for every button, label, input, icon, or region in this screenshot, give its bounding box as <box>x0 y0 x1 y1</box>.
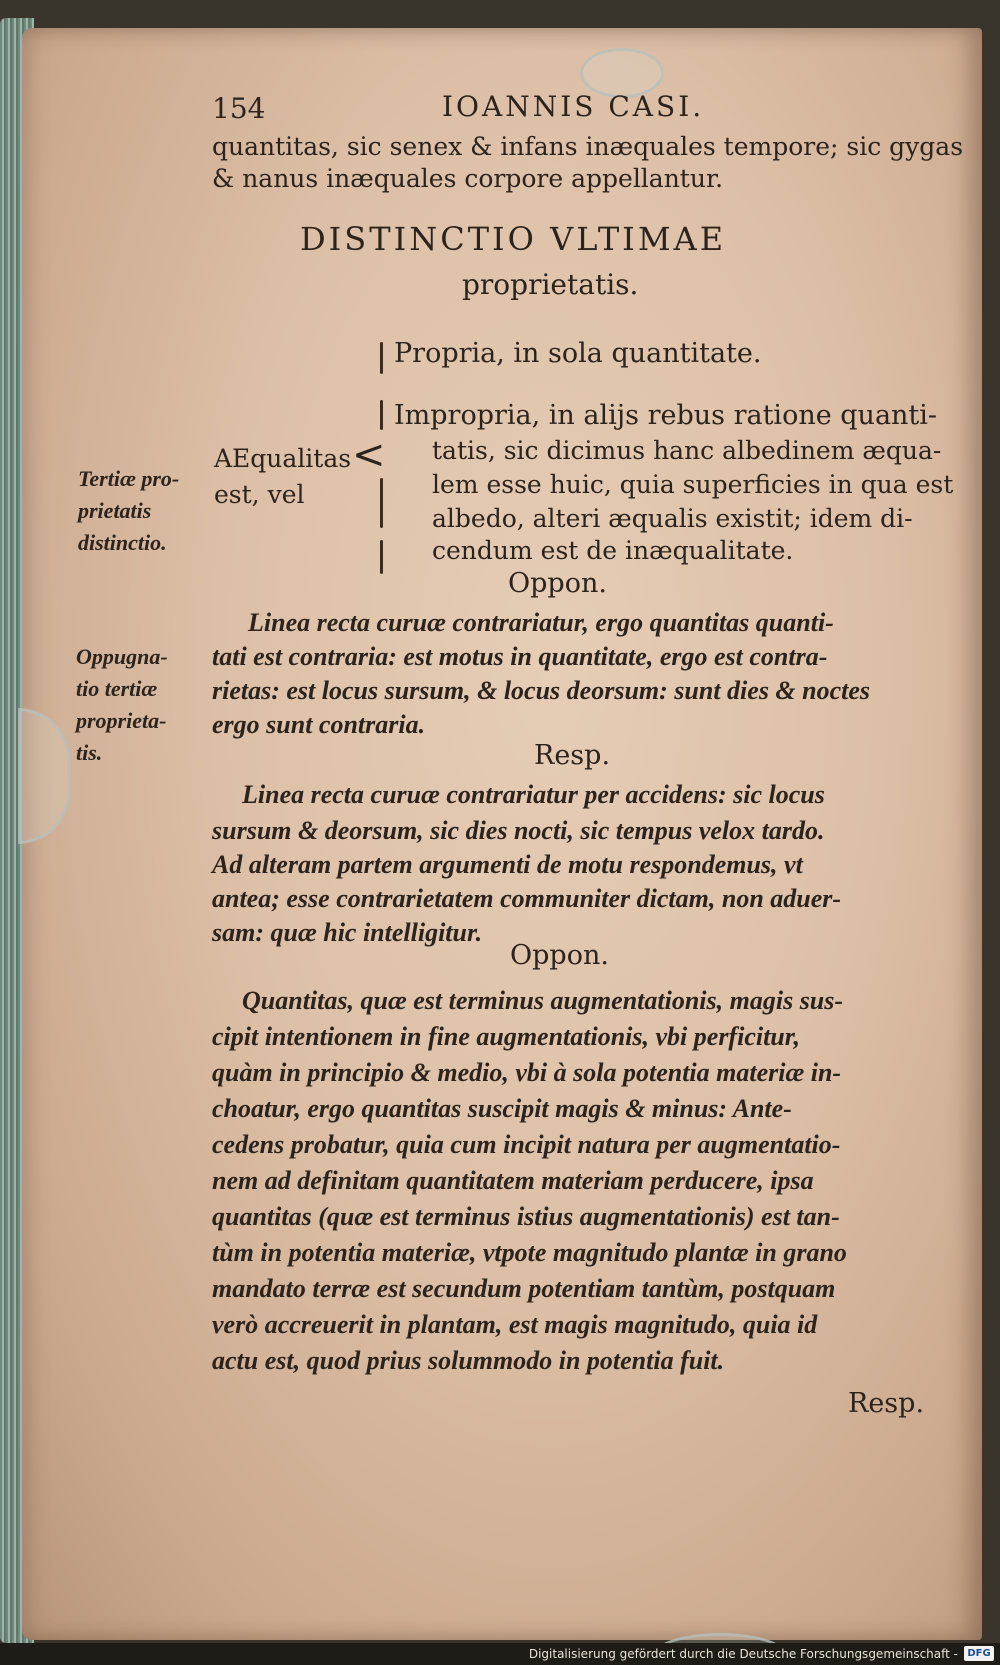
paragraph-line: Linea recta curuæ contrariatur, ergo quantitas quanti- <box>248 608 834 637</box>
book-page <box>22 28 982 1640</box>
paragraph-line: sam: quæ hic intelligitur. <box>212 918 483 947</box>
distinction-impropria-line: cendum est de inæqualitate. <box>432 536 794 565</box>
paragraph-line: tati est contraria: est motus in quantitate, ergo est contra- <box>212 642 828 671</box>
paragraph-line: nem ad definitam quantitatem materiam perducere, ipsa <box>212 1166 814 1195</box>
distinction-lead: est, vel <box>214 480 305 509</box>
dfg-logo-icon: DFG <box>964 1646 994 1661</box>
paragraph-line: tùm in potentia materiæ, vtpote magnitudo plantæ in grano <box>212 1238 847 1267</box>
heading-resp: Resp. <box>534 740 611 771</box>
paragraph-line: antea; esse contrarietatem communiter dictam, non aduer- <box>212 884 842 913</box>
glass-clip-left <box>18 708 70 844</box>
section-title-line1: DISTINCTIO VLTIMAE <box>300 220 727 258</box>
margin-note-line: tio tertiæ <box>76 676 158 701</box>
margin-note-line: tis. <box>76 740 103 765</box>
digitization-footer <box>0 1643 1000 1665</box>
paragraph-line: Quantitas, quæ est terminus augmentationis, magis sus- <box>242 986 844 1015</box>
margin-note-line: proprieta- <box>76 708 167 733</box>
margin-note-line: distinctio. <box>78 530 167 555</box>
footer-credit: Digitalisierung gefördert durch die Deutsche Forschungsgemeinschaft - <box>528 1647 958 1661</box>
heading-oppon: Oppon. <box>510 940 609 971</box>
brace-segment <box>380 400 383 430</box>
heading-oppon: Oppon. <box>508 568 607 599</box>
distinction-impropria-line: albedo, alteri æqualis existit; idem di- <box>432 504 913 533</box>
paragraph-line: quantitas (quæ est terminus istius augmentationis) est tan- <box>212 1202 840 1231</box>
paragraph-line: cedens probatur, quia cum incipit natura per augmentatio- <box>212 1130 841 1159</box>
paragraph-line: Ad alteram partem argumenti de motu respondemus, vt <box>212 850 803 879</box>
paragraph-line: ergo sunt contraria. <box>212 710 426 739</box>
distinction-impropria-line: lem esse huic, quia superficies in qua est <box>432 470 954 499</box>
distinction-impropria-line: tatis, sic dicimus hanc albedinem æqua- <box>432 436 942 465</box>
margin-note-line: prietatis <box>78 498 152 523</box>
paragraph-line: mandato terræ est secundum potentiam tantùm, postquam <box>212 1274 836 1303</box>
margin-note-line: Tertiæ pro- <box>78 466 180 491</box>
paragraph-line: sursum & deorsum, sic dies nocti, sic tempus velox tardo. <box>212 816 825 845</box>
paragraph-line: quàm in principio & medio, vbi à sola potentia materiæ in- <box>212 1058 842 1087</box>
margin-note-line: Oppugna- <box>76 644 168 669</box>
paragraph-line: choatur, ergo quantitas suscipit magis & minus: Ante- <box>212 1094 792 1123</box>
brace-segment <box>380 342 383 374</box>
running-head: IOANNIS CASI. <box>442 90 705 123</box>
paragraph-line: actu est, quod prius solummodo in potentia fuit. <box>212 1346 725 1375</box>
brace-segment <box>380 478 383 528</box>
paragraph-line: cipit intentionem in fine augmentationis, vbi perficitur, <box>212 1022 800 1051</box>
paragraph-line: verò accreuerit in plantam, est magis magnitudo, quia id <box>212 1310 818 1339</box>
paragraph-line: Linea recta curuæ contrariatur per accidens: sic locus <box>242 780 825 809</box>
paragraph-line: rietas: est locus sursum, & locus deorsum: sunt dies & noctes <box>212 676 871 705</box>
brace-point: < <box>352 432 386 478</box>
distinction-propria: Propria, in sola quantitate. <box>394 338 762 369</box>
brace-segment <box>380 540 383 574</box>
intro-line: quantitas, sic senex & infans inæquales tempore; sic gygas <box>212 132 964 161</box>
distinction-lead: AEqualitas <box>214 444 352 473</box>
intro-line: & nanus inæquales corpore appellantur. <box>212 164 724 193</box>
section-title-line2: proprietatis. <box>462 268 639 301</box>
distinction-impropria-line: Impropria, in alijs rebus ratione quanti- <box>394 400 938 431</box>
catchword-resp: Resp. <box>848 1388 925 1419</box>
page-number: 154 <box>212 92 266 125</box>
